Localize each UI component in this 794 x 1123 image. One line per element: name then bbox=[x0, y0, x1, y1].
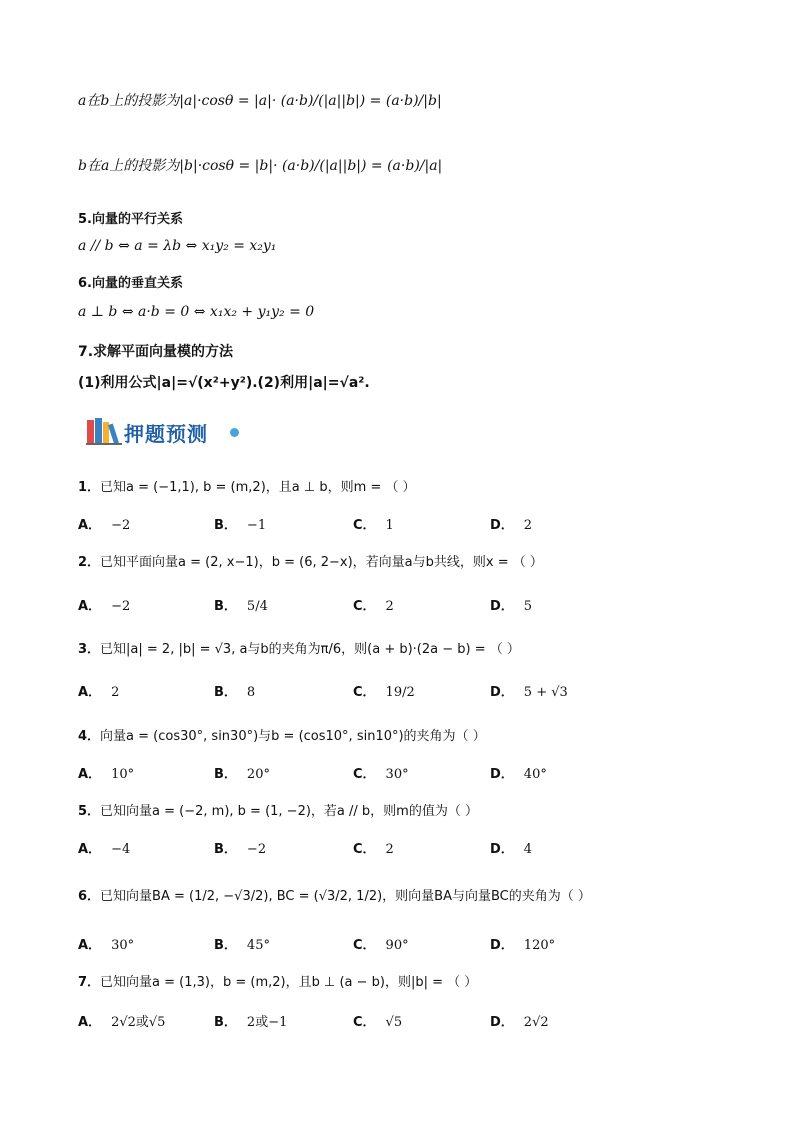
option-b: B． −1 bbox=[214, 518, 267, 533]
option-c: C． 30° bbox=[353, 767, 409, 782]
option-b: B． 8 bbox=[214, 685, 256, 700]
option-c: C． 2 bbox=[353, 842, 394, 857]
question-text: 已知a = (−1,1), b = (m,2)，且a ⊥ b，则m = （ ） bbox=[100, 480, 416, 495]
option-c: C． 90° bbox=[353, 938, 409, 953]
option-a: A． −2 bbox=[78, 599, 131, 614]
section-5-formula: a // b ⇔ a = λb ⇔ x₁y₂ = x₂y₁ bbox=[78, 238, 277, 254]
question-7 bbox=[78, 971, 477, 990]
question-text: 向量a = (cos30°, sin30°)与b = (cos10°, sin10°)的夹角为（ ） bbox=[100, 729, 486, 744]
question-number: 6． bbox=[78, 889, 101, 904]
question-text: 已知向量a = (−2, m), b = (1, −2)，若a // b，则m的值为（ ） bbox=[100, 804, 478, 819]
option-a: A． −2 bbox=[78, 518, 131, 533]
question-5 bbox=[78, 800, 478, 819]
option-d: D． 2 bbox=[490, 518, 533, 533]
section-7-title: 7.求解平面向量模的方法 bbox=[78, 344, 234, 360]
section-6-title: 6.向量的垂直关系 bbox=[78, 276, 183, 291]
question-number: 3． bbox=[78, 642, 101, 657]
question-4 bbox=[78, 725, 486, 744]
question-6 bbox=[78, 885, 591, 904]
badge-dot bbox=[230, 428, 239, 437]
option-b: B． 45° bbox=[214, 938, 270, 953]
question-text: 已知平面向量a = (2, x−1)，b = (6, 2−x)，若向量a与b共线，则x = （ ） bbox=[100, 555, 543, 570]
option-d: D． 2√2 bbox=[490, 1015, 549, 1030]
question-text: 已知向量BA = (1/2, −√3/2), BC = (√3/2, 1/2)，则向量BA与向量BC的夹角为（ ） bbox=[100, 889, 591, 904]
badge-title: 押题预测 bbox=[124, 422, 208, 446]
question-text: 已知向量a = (1,3)，b = (m,2)，且b ⊥ (a − b)，则|b| = （ ） bbox=[100, 975, 478, 990]
option-b: B． −2 bbox=[214, 842, 267, 857]
option-b: B． 5/4 bbox=[214, 599, 268, 614]
option-c: C． 2 bbox=[353, 599, 394, 614]
option-a: A． 30° bbox=[78, 938, 135, 953]
option-d: D． 120° bbox=[490, 938, 556, 953]
question-2 bbox=[78, 551, 543, 570]
option-d: D． 40° bbox=[490, 767, 547, 782]
projection-b-on-a: b在a上的投影为|b|·cosθ = |b|· (a·b)/(|a||b|) = (a·b)/|a| bbox=[78, 158, 443, 174]
option-b: B． 2或−1 bbox=[214, 1015, 288, 1030]
option-b: B． 20° bbox=[214, 767, 270, 782]
question-number: 1． bbox=[78, 480, 101, 495]
section-5-title: 5.向量的平行关系 bbox=[78, 212, 183, 227]
option-d: D． 5 bbox=[490, 599, 533, 614]
option-c: C． √5 bbox=[353, 1015, 403, 1030]
section-6-formula: a ⊥ b ⇔ a·b = 0 ⇔ x₁x₂ + y₁y₂ = 0 bbox=[78, 304, 315, 320]
section-7-methods: (1)利用公式|a|=√(x²+y²).(2)利用|a|=√a². bbox=[78, 375, 370, 391]
option-a: A． −4 bbox=[78, 842, 131, 857]
question-1 bbox=[78, 476, 416, 495]
question-number: 2． bbox=[78, 555, 101, 570]
question-number: 4． bbox=[78, 729, 101, 744]
question-text: 已知|a| = 2, |b| = √3, a与b的夹角为π/6，则(a + b)·(2a − b) = （ ） bbox=[100, 642, 520, 657]
option-c: C． 19/2 bbox=[353, 685, 415, 700]
option-a: A． 2√2或√5 bbox=[78, 1015, 166, 1030]
option-d: D． 5 + √3 bbox=[490, 685, 568, 700]
option-d: D． 4 bbox=[490, 842, 533, 857]
prediction-badge bbox=[86, 412, 246, 448]
question-number: 7． bbox=[78, 975, 101, 990]
question-3 bbox=[78, 638, 520, 657]
option-a: A． 2 bbox=[78, 685, 120, 700]
projection-a-on-b: a在b上的投影为|a|·cosθ = |a|· (a·b)/(|a||b|) = (a·b)/|b| bbox=[78, 93, 442, 109]
option-c: C． 1 bbox=[353, 518, 394, 533]
question-number: 5． bbox=[78, 804, 101, 819]
option-a: A． 10° bbox=[78, 767, 135, 782]
books-icon bbox=[86, 416, 126, 446]
